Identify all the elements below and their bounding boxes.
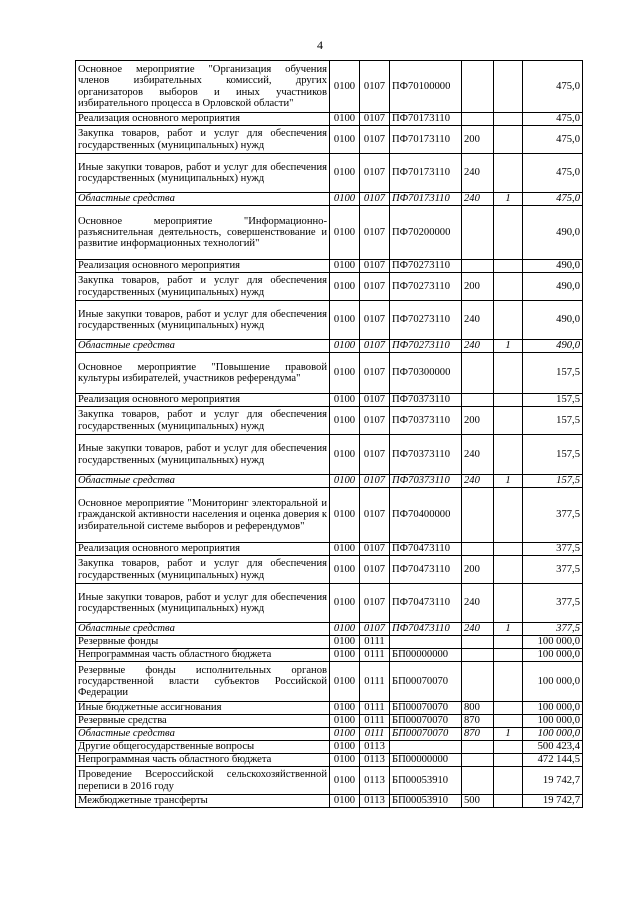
subsection-code-cell: 0111 [360,728,390,741]
expense-type-cell: 200 [462,556,494,584]
amount-cell: 100 000,0 [523,715,583,728]
item-name-cell: Резервные фонды исполнительных органов государственной власти субъектов Российской Федерации [76,662,330,702]
expense-type-cell [462,636,494,649]
item-name-cell: Иные закупки товаров, работ и услуг для обеспечения государственных (муниципальных) нужд [76,435,330,475]
section-code-cell: 0100 [330,193,360,206]
funding-source-cell [494,584,523,623]
item-name-cell: Резервные фонды [76,636,330,649]
amount-cell: 472 144,5 [523,754,583,767]
subsection-code-cell: 0107 [360,623,390,636]
target-article-cell: ПФ70273110 [390,301,462,340]
funding-source-cell [494,407,523,435]
target-article-cell: ПФ70173110 [390,154,462,193]
target-article-cell: ПФ70473110 [390,584,462,623]
section-code-cell: 0100 [330,702,360,715]
section-code-cell: 0100 [330,475,360,488]
target-article-cell: ПФ70173110 [390,126,462,154]
subsection-code-cell: 0107 [360,273,390,301]
expense-type-cell [462,394,494,407]
amount-cell: 157,5 [523,407,583,435]
expense-type-cell: 500 [462,795,494,808]
item-name-cell: Реализация основного мероприятия [76,394,330,407]
item-name-cell: Иные бюджетные ассигнования [76,702,330,715]
funding-source-cell [494,488,523,543]
amount-cell: 475,0 [523,126,583,154]
target-article-cell: ПФ70473110 [390,623,462,636]
expense-type-cell: 240 [462,340,494,353]
page-number: 4 [317,38,323,52]
subsection-code-cell: 0107 [360,340,390,353]
budget-table [75,60,583,808]
table-row [76,113,583,126]
expense-type-cell: 240 [462,584,494,623]
section-code-cell: 0100 [330,394,360,407]
target-article-cell: ПФ70100000 [390,61,462,113]
table-row [76,662,583,702]
amount-cell: 157,5 [523,394,583,407]
table-row [76,741,583,754]
expense-type-cell [462,741,494,754]
target-article-cell: ПФ70473110 [390,543,462,556]
target-article-cell: ПФ70273110 [390,340,462,353]
funding-source-cell [494,301,523,340]
target-article-cell [390,741,462,754]
section-code-cell: 0100 [330,584,360,623]
section-code-cell: 0100 [330,649,360,662]
subsection-code-cell: 0113 [360,741,390,754]
item-name-cell: Закупка товаров, работ и услуг для обеспечения государственных (муниципальных) нужд [76,407,330,435]
target-article-cell [390,636,462,649]
section-code-cell: 0100 [330,715,360,728]
item-name-cell: Основное мероприятие "Организация обучения членов избирательных комиссий, других организаторов выборов и иных участников избирательного процесса в Орловской области" [76,61,330,113]
funding-source-cell [494,715,523,728]
target-article-cell: БП00000000 [390,649,462,662]
expense-type-cell: 200 [462,273,494,301]
target-article-cell: ПФ70373110 [390,435,462,475]
funding-source-cell [494,795,523,808]
section-code-cell: 0100 [330,556,360,584]
subsection-code-cell: 0111 [360,636,390,649]
target-article-cell: БП00000000 [390,754,462,767]
amount-cell: 100 000,0 [523,649,583,662]
amount-cell: 500 423,4 [523,741,583,754]
amount-cell: 157,5 [523,435,583,475]
table-row [76,435,583,475]
amount-cell: 100 000,0 [523,636,583,649]
subsection-code-cell: 0107 [360,407,390,435]
table-row [76,556,583,584]
table-row [76,543,583,556]
subsection-code-cell: 0107 [360,154,390,193]
section-code-cell: 0100 [330,636,360,649]
item-name-cell: Межбюджетные трансферты [76,795,330,808]
amount-cell: 475,0 [523,61,583,113]
item-name-cell: Другие общегосударственные вопросы [76,741,330,754]
amount-cell: 19 742,7 [523,795,583,808]
subsection-code-cell: 0107 [360,61,390,113]
section-code-cell: 0100 [330,126,360,154]
table-row [76,649,583,662]
expense-type-cell [462,61,494,113]
expense-type-cell [462,662,494,702]
funding-source-cell [494,206,523,260]
amount-cell: 490,0 [523,273,583,301]
table-row [76,623,583,636]
funding-source-cell [494,273,523,301]
table-row [76,767,583,795]
amount-cell: 490,0 [523,206,583,260]
amount-cell: 490,0 [523,340,583,353]
expense-type-cell [462,754,494,767]
funding-source-cell [494,126,523,154]
funding-source-cell: 1 [494,340,523,353]
target-article-cell: ПФ70473110 [390,556,462,584]
target-article-cell: ПФ70200000 [390,206,462,260]
subsection-code-cell: 0107 [360,301,390,340]
amount-cell: 475,0 [523,113,583,126]
target-article-cell: БП00070070 [390,662,462,702]
target-article-cell: ПФ70400000 [390,488,462,543]
expense-type-cell: 240 [462,301,494,340]
amount-cell: 490,0 [523,301,583,340]
subsection-code-cell: 0107 [360,584,390,623]
item-name-cell: Закупка товаров, работ и услуг для обеспечения государственных (муниципальных) нужд [76,273,330,301]
table-row [76,636,583,649]
section-code-cell: 0100 [330,543,360,556]
expense-type-cell [462,260,494,273]
funding-source-cell [494,394,523,407]
amount-cell: 377,5 [523,543,583,556]
expense-type-cell: 870 [462,728,494,741]
table-row [76,795,583,808]
item-name-cell: Основное мероприятие "Мониторинг электоральной и гражданской активности населения и оценка доверия к избирательной системе выборов и референдумов" [76,488,330,543]
target-article-cell: ПФ70373110 [390,407,462,435]
item-name-cell: Областные средства [76,623,330,636]
funding-source-cell [494,754,523,767]
item-name-cell: Проведение Всероссийской сельскохозяйственной переписи в 2016 году [76,767,330,795]
subsection-code-cell: 0107 [360,206,390,260]
amount-cell: 100 000,0 [523,702,583,715]
table-row [76,488,583,543]
subsection-code-cell: 0111 [360,715,390,728]
item-name-cell: Закупка товаров, работ и услуг для обеспечения государственных (муниципальных) нужд [76,126,330,154]
expense-type-cell [462,113,494,126]
subsection-code-cell: 0107 [360,475,390,488]
item-name-cell: Основное мероприятие "Информационно-разъяснительная деятельность, совершенствование и развитие информационных технологий" [76,206,330,260]
section-code-cell: 0100 [330,754,360,767]
section-code-cell: 0100 [330,795,360,808]
item-name-cell: Основное мероприятие "Повышение правовой культуры избирателей, участников референдума" [76,353,330,394]
item-name-cell: Резервные средства [76,715,330,728]
table-row [76,61,583,113]
funding-source-cell: 1 [494,623,523,636]
subsection-code-cell: 0107 [360,260,390,273]
expense-type-cell: 240 [462,475,494,488]
funding-source-cell [494,636,523,649]
target-article-cell: БП00053910 [390,795,462,808]
funding-source-cell [494,435,523,475]
funding-source-cell [494,702,523,715]
amount-cell: 100 000,0 [523,728,583,741]
table-row [76,475,583,488]
target-article-cell: БП00053910 [390,767,462,795]
subsection-code-cell: 0107 [360,353,390,394]
subsection-code-cell: 0107 [360,394,390,407]
funding-source-cell [494,154,523,193]
table-row [76,260,583,273]
section-code-cell: 0100 [330,273,360,301]
item-name-cell: Непрограммная часть областного бюджета [76,754,330,767]
funding-source-cell [494,543,523,556]
section-code-cell: 0100 [330,353,360,394]
item-name-cell: Областные средства [76,475,330,488]
section-code-cell: 0100 [330,741,360,754]
item-name-cell: Областные средства [76,340,330,353]
item-name-cell: Иные закупки товаров, работ и услуг для обеспечения государственных (муниципальных) нужд [76,584,330,623]
subsection-code-cell: 0107 [360,543,390,556]
expense-type-cell: 200 [462,407,494,435]
section-code-cell: 0100 [330,623,360,636]
subsection-code-cell: 0107 [360,435,390,475]
amount-cell: 157,5 [523,475,583,488]
expense-type-cell: 240 [462,154,494,193]
table-row [76,273,583,301]
subsection-code-cell: 0107 [360,193,390,206]
funding-source-cell [494,556,523,584]
section-code-cell: 0100 [330,260,360,273]
expense-type-cell [462,767,494,795]
amount-cell: 490,0 [523,260,583,273]
item-name-cell: Иные закупки товаров, работ и услуг для обеспечения государственных (муниципальных) нужд [76,301,330,340]
table-row [76,154,583,193]
expense-type-cell: 240 [462,193,494,206]
section-code-cell: 0100 [330,728,360,741]
section-code-cell: 0100 [330,154,360,193]
amount-cell: 377,5 [523,584,583,623]
subsection-code-cell: 0107 [360,488,390,543]
subsection-code-cell: 0111 [360,702,390,715]
target-article-cell: ПФ70273110 [390,273,462,301]
funding-source-cell: 1 [494,475,523,488]
item-name-cell: Реализация основного мероприятия [76,113,330,126]
table-row [76,126,583,154]
amount-cell: 377,5 [523,556,583,584]
target-article-cell: ПФ70273110 [390,260,462,273]
expense-type-cell: 240 [462,435,494,475]
section-code-cell: 0100 [330,767,360,795]
funding-source-cell [494,649,523,662]
subsection-code-cell: 0113 [360,754,390,767]
table-row [76,728,583,741]
subsection-code-cell: 0107 [360,113,390,126]
table-row [76,407,583,435]
item-name-cell: Реализация основного мероприятия [76,543,330,556]
expense-type-cell: 200 [462,126,494,154]
section-code-cell: 0100 [330,206,360,260]
amount-cell: 475,0 [523,193,583,206]
amount-cell: 475,0 [523,154,583,193]
table-row [76,301,583,340]
target-article-cell: ПФ70373110 [390,475,462,488]
funding-source-cell: 1 [494,728,523,741]
section-code-cell: 0100 [330,662,360,702]
expense-type-cell [462,488,494,543]
subsection-code-cell: 0113 [360,767,390,795]
funding-source-cell [494,260,523,273]
table-row [76,206,583,260]
section-code-cell: 0100 [330,488,360,543]
table-row [76,754,583,767]
table-row [76,715,583,728]
expense-type-cell [462,353,494,394]
table-row [76,193,583,206]
expense-type-cell: 240 [462,623,494,636]
funding-source-cell [494,61,523,113]
amount-cell: 19 742,7 [523,767,583,795]
target-article-cell: БП00070070 [390,715,462,728]
subsection-code-cell: 0111 [360,662,390,702]
subsection-code-cell: 0107 [360,126,390,154]
item-name-cell: Непрограммная часть областного бюджета [76,649,330,662]
funding-source-cell [494,741,523,754]
amount-cell: 377,5 [523,488,583,543]
item-name-cell: Областные средства [76,728,330,741]
section-code-cell: 0100 [330,61,360,113]
amount-cell: 157,5 [523,353,583,394]
table-row [76,340,583,353]
expense-type-cell: 800 [462,702,494,715]
item-name-cell: Закупка товаров, работ и услуг для обеспечения государственных (муниципальных) нужд [76,556,330,584]
funding-source-cell [494,662,523,702]
table-row [76,394,583,407]
target-article-cell: ПФ70173110 [390,113,462,126]
section-code-cell: 0100 [330,435,360,475]
target-article-cell: ПФ70173110 [390,193,462,206]
subsection-code-cell: 0111 [360,649,390,662]
expense-type-cell [462,543,494,556]
item-name-cell: Иные закупки товаров, работ и услуг для обеспечения государственных (муниципальных) нужд [76,154,330,193]
subsection-code-cell: 0107 [360,556,390,584]
target-article-cell: БП00070070 [390,702,462,715]
funding-source-cell [494,767,523,795]
expense-type-cell: 870 [462,715,494,728]
table-row [76,353,583,394]
target-article-cell: БП00070070 [390,728,462,741]
item-name-cell: Областные средства [76,193,330,206]
budget-table-body [76,61,583,808]
section-code-cell: 0100 [330,340,360,353]
expense-type-cell [462,649,494,662]
item-name-cell: Реализация основного мероприятия [76,260,330,273]
funding-source-cell [494,113,523,126]
table-row [76,702,583,715]
section-code-cell: 0100 [330,113,360,126]
funding-source-cell [494,353,523,394]
target-article-cell: ПФ70300000 [390,353,462,394]
section-code-cell: 0100 [330,407,360,435]
section-code-cell: 0100 [330,301,360,340]
funding-source-cell: 1 [494,193,523,206]
amount-cell: 100 000,0 [523,662,583,702]
target-article-cell: ПФ70373110 [390,394,462,407]
expense-type-cell [462,206,494,260]
table-row [76,584,583,623]
subsection-code-cell: 0113 [360,795,390,808]
amount-cell: 377,5 [523,623,583,636]
